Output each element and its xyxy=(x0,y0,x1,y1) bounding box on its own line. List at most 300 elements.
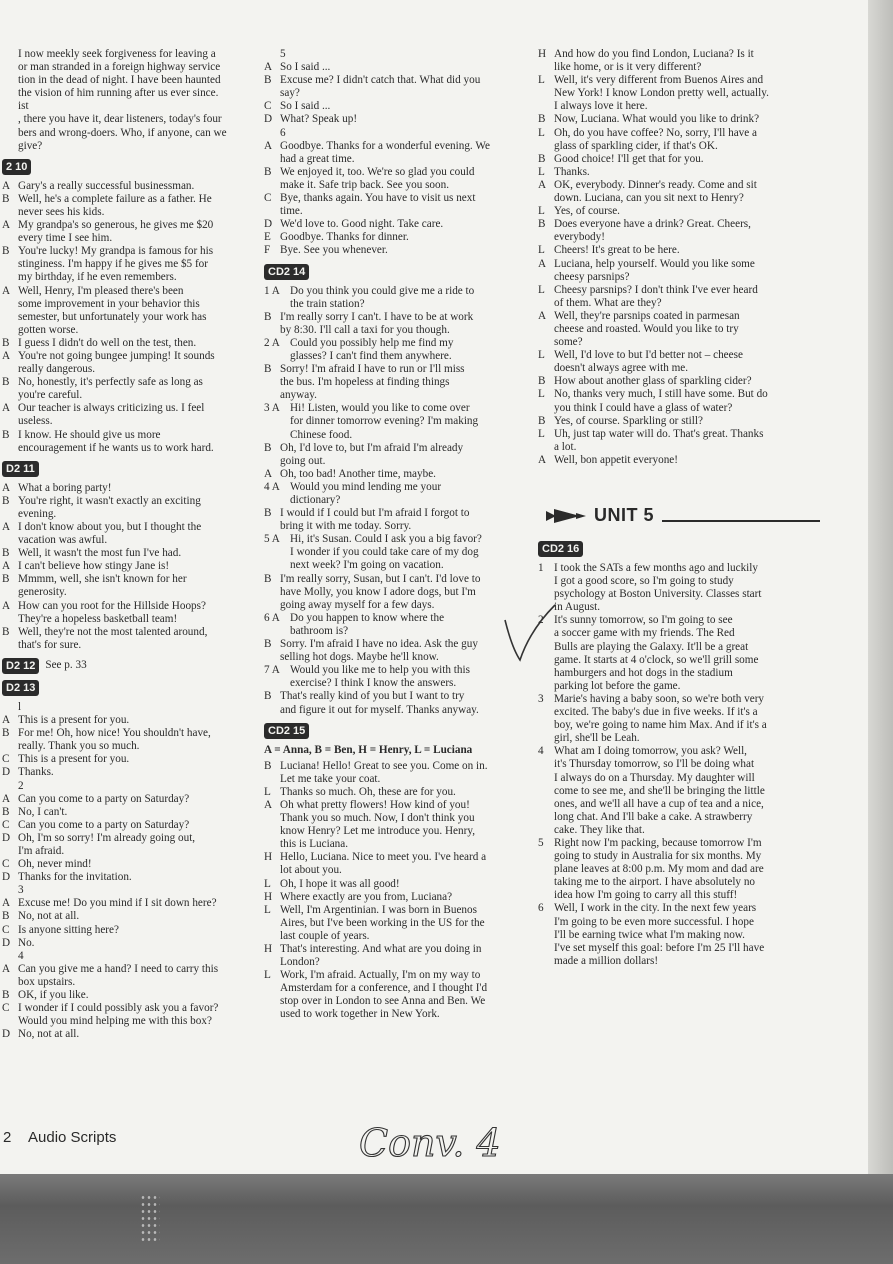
text-line xyxy=(538,454,820,467)
text-line xyxy=(264,363,532,376)
line-text: Would you like me to help you with this xyxy=(290,664,470,677)
line-text: What am I doing tomorrow, you ask? Well, xyxy=(554,745,747,758)
speaker-label: A xyxy=(538,309,547,322)
speaker-label: 6 xyxy=(538,902,544,915)
line-text: last couple of years. xyxy=(280,929,370,942)
speaker-label xyxy=(264,127,280,140)
text-line xyxy=(538,349,820,362)
line-text: We enjoyed it, too. We're so glad you could xyxy=(280,165,475,178)
line-text: Oh, I'd love to, but I'm afraid I'm already xyxy=(280,441,464,454)
text-line xyxy=(264,74,532,87)
script-line xyxy=(538,693,820,745)
line-text: cake. They like that. xyxy=(554,823,645,836)
script-line xyxy=(264,891,532,904)
line-text: Gary's a really successful businessman. xyxy=(18,179,195,192)
line-text: this is Luciana. xyxy=(280,838,349,851)
text-line xyxy=(538,388,820,401)
cd-track-badge: CD2 16 xyxy=(538,541,583,557)
speaker-label xyxy=(264,599,280,612)
text-line xyxy=(538,284,820,297)
text-line xyxy=(2,285,260,298)
speaker-label xyxy=(538,758,554,771)
text-line xyxy=(538,889,820,902)
text-line xyxy=(264,799,532,812)
text-line xyxy=(264,891,532,904)
script-line xyxy=(2,285,260,337)
script-line xyxy=(264,442,532,468)
line-text: We'd love to. Good night. Take care. xyxy=(280,218,444,231)
line-text: plane leaves at 8:00 p.m. My mom and dad are xyxy=(554,863,764,876)
column-right xyxy=(538,48,820,968)
text-line xyxy=(264,982,532,995)
speaker-label: A xyxy=(2,521,11,533)
text-line xyxy=(538,323,820,336)
line-text: I'm really sorry I can't. I have to be at work xyxy=(280,310,474,323)
text-line xyxy=(2,793,260,806)
speaker-label: C xyxy=(264,192,272,205)
line-text: some? xyxy=(554,336,583,349)
line-text: Would you mind helping me with this box? xyxy=(18,1015,212,1028)
script-line xyxy=(538,258,820,284)
line-text: going away myself for a few days. xyxy=(280,598,435,611)
text-line xyxy=(264,690,532,703)
text-line xyxy=(264,166,532,179)
line-text: doesn't always agree with me. xyxy=(554,362,689,375)
text-line xyxy=(264,651,532,664)
text-line xyxy=(538,654,820,667)
script-line xyxy=(2,547,260,560)
track-heading xyxy=(538,541,820,557)
line-text: semester, but unfortunately your work has xyxy=(18,310,207,323)
speaker-label xyxy=(264,179,280,192)
line-text: dictionary? xyxy=(290,494,341,506)
script-line xyxy=(538,902,820,967)
speaker-label: 6 A xyxy=(264,611,280,624)
speaker-label: B xyxy=(2,245,10,258)
line-text: in August. xyxy=(554,601,601,614)
script-line xyxy=(264,74,532,100)
cd-track-badge: CD2 14 xyxy=(264,264,309,280)
text-line xyxy=(2,206,260,219)
text-line xyxy=(2,61,260,74)
speaker-label xyxy=(538,87,554,100)
speaker-label xyxy=(2,61,18,74)
speaker-label: H xyxy=(538,48,547,60)
line-text: I wonder if I could possibly ask you a favor? xyxy=(18,1002,219,1015)
line-text: London? xyxy=(280,956,320,969)
line-text: Hello, Luciana. Nice to meet you. I've heard a xyxy=(280,851,487,864)
script-line xyxy=(264,311,532,337)
line-text: No. xyxy=(18,936,35,949)
line-text: have Molly, you know I adore dogs, but I'm xyxy=(280,585,476,598)
line-text: You're not going bungee jumping! It sounds xyxy=(18,349,215,362)
text-line xyxy=(2,1015,260,1028)
speaker-label xyxy=(538,706,554,719)
line-text: I got a good score, so I'm going to study xyxy=(554,575,734,588)
speaker-label: B xyxy=(264,74,272,87)
script-line xyxy=(2,113,260,152)
line-text: some improvement in your behavior this xyxy=(18,297,200,310)
text-line xyxy=(538,732,820,745)
text-line xyxy=(2,442,260,455)
line-text: Well, they're parsnips coated in parmesan xyxy=(554,309,740,322)
line-text: Where exactly are you from, Luciana? xyxy=(280,890,453,903)
script-line xyxy=(264,904,532,943)
line-text: boy, we're going to name him Max. And if it's a xyxy=(554,719,767,732)
line-text: Oh, do you have coffee? No, sorry, I'll have a xyxy=(554,126,758,139)
script-line xyxy=(2,714,260,727)
line-text: 3 xyxy=(18,884,24,897)
line-text: used to work together in New York. xyxy=(280,1008,440,1021)
line-text: for dinner tomorrow evening? I'm making xyxy=(290,415,479,428)
line-text: and figure it out for myself. Thanks anyway. xyxy=(280,703,479,716)
speaker-label xyxy=(264,956,280,969)
speaker-label xyxy=(538,192,554,205)
speaker-label xyxy=(264,812,280,825)
line-text: the train station? xyxy=(290,297,365,310)
text-line xyxy=(264,533,532,546)
text-line xyxy=(538,271,820,284)
speaker-label xyxy=(538,850,554,863)
line-text: It's sunny tomorrow, so I'm going to see xyxy=(554,614,733,627)
speaker-label: B xyxy=(2,573,10,586)
line-text: Could you possibly help me find my xyxy=(290,336,454,349)
script-line xyxy=(264,113,532,126)
page-edge-shadow xyxy=(868,0,893,1264)
script-line xyxy=(2,950,260,963)
line-text: Well, it's very different from Buenos Aires and xyxy=(554,74,764,87)
script-line xyxy=(264,468,532,481)
script-line xyxy=(264,533,532,572)
line-text: Do you happen to know where the xyxy=(290,611,445,624)
text-line xyxy=(2,350,260,363)
text-line xyxy=(538,441,820,454)
line-text: Oh, I hope it was all good! xyxy=(280,877,400,890)
line-text: I can't believe how stingy Jane is! xyxy=(18,560,170,573)
track-heading xyxy=(2,658,260,674)
text-line xyxy=(2,337,260,350)
column-left xyxy=(2,48,260,1041)
speaker-label xyxy=(264,429,290,442)
text-line xyxy=(264,520,532,533)
script-line xyxy=(538,562,820,614)
script-line xyxy=(264,402,532,441)
text-line xyxy=(2,950,260,963)
speaker-label xyxy=(2,613,18,626)
text-line xyxy=(2,740,260,753)
text-line xyxy=(264,956,532,969)
text-line xyxy=(538,719,820,732)
speaker-label: B xyxy=(2,494,10,507)
speaker-label xyxy=(2,140,18,153)
speaker-label: C xyxy=(2,753,10,766)
text-line xyxy=(2,232,260,245)
speaker-label xyxy=(264,520,280,533)
text-line xyxy=(2,258,260,271)
speaker-label xyxy=(2,701,18,714)
text-line xyxy=(2,701,260,714)
line-text: I'll be earning twice what I'm making now. xyxy=(554,928,745,941)
speaker-label xyxy=(264,153,280,166)
script-line xyxy=(2,600,260,626)
speaker-label: 1 A xyxy=(264,284,280,297)
text-line xyxy=(538,428,820,441)
line-text: that's for sure. xyxy=(18,638,82,651)
speaker-label: 5 xyxy=(538,836,544,849)
line-text: anyway. xyxy=(280,389,317,402)
script-line xyxy=(264,799,532,851)
text-line xyxy=(264,969,532,982)
speaker-label xyxy=(264,376,280,389)
text-line xyxy=(2,87,260,100)
speaker-label: B xyxy=(2,547,10,560)
line-text: Amsterdam for a conference, and I thought I'd xyxy=(280,982,488,995)
line-text: it's Thursday tomorrow, so I'll be doing what xyxy=(554,758,755,771)
script-line xyxy=(2,100,260,113)
line-text: glasses? I can't find them anywhere. xyxy=(290,349,452,362)
text-line xyxy=(264,311,532,324)
script-line xyxy=(2,924,260,937)
script-line xyxy=(264,61,532,74)
speaker-label: A xyxy=(264,798,273,811)
text-line xyxy=(2,324,260,337)
text-line xyxy=(2,193,260,206)
speaker-label: H xyxy=(264,851,273,864)
cd-track-badge: 2 10 xyxy=(2,159,31,175)
speaker-label xyxy=(538,297,554,310)
script-line xyxy=(2,753,260,766)
line-text: Is anyone sitting here? xyxy=(18,923,119,936)
speaker-label xyxy=(264,87,280,100)
text-line xyxy=(538,850,820,863)
text-line xyxy=(538,706,820,719)
speaker-label xyxy=(538,824,554,837)
text-line xyxy=(538,127,820,140)
unit-rule xyxy=(662,520,820,522)
line-text: everybody! xyxy=(554,231,605,244)
text-line xyxy=(264,140,532,153)
text-line xyxy=(538,837,820,850)
text-line xyxy=(538,785,820,798)
speaker-label: D xyxy=(2,766,11,779)
script-line xyxy=(264,100,532,113)
speaker-label xyxy=(2,639,18,652)
line-text: , there you have it, dear listeners, today's four xyxy=(18,113,222,126)
line-text: like home, or is it very different? xyxy=(554,61,702,74)
speaker-label: L xyxy=(264,903,271,916)
speaker-label xyxy=(2,508,18,521)
speaker-label: 3 xyxy=(538,692,544,705)
line-text: made a million dollars! xyxy=(554,954,659,967)
speaker-label xyxy=(538,323,554,336)
text-line xyxy=(264,61,532,74)
line-text: Do you think you could give me a ride to xyxy=(290,284,475,297)
line-text: know Henry? Let me introduce you. Henry, xyxy=(280,825,475,838)
line-text: Marie's having a baby soon, so we're both very xyxy=(554,692,765,705)
line-text: I know. He should give us more xyxy=(18,428,161,441)
script-line xyxy=(2,819,260,832)
speaker-label: L xyxy=(538,205,545,218)
cd-track-badge: CD2 15 xyxy=(264,723,309,739)
text-line xyxy=(538,902,820,915)
line-text: selling hot dogs. Maybe he'll know. xyxy=(280,651,439,664)
speaker-label: B xyxy=(2,428,10,441)
speaker-label: A xyxy=(2,219,11,232)
speaker-label xyxy=(264,1008,280,1021)
line-text: psychology at Boston University. Classes start xyxy=(554,588,762,601)
script-line xyxy=(538,349,820,375)
text-line xyxy=(264,878,532,891)
text-line xyxy=(2,389,260,402)
line-text: Well, they're not the most talented around, xyxy=(18,625,208,638)
speaker-label xyxy=(538,929,554,942)
text-line xyxy=(264,298,532,311)
line-text: I wonder if you could take care of my dog xyxy=(290,546,479,559)
script-line xyxy=(2,1028,260,1041)
speaker-label xyxy=(538,140,554,153)
line-text: excited. The baby's due in five weeks. If it's a xyxy=(554,706,758,719)
text-line xyxy=(264,153,532,166)
speaker-label: L xyxy=(538,74,545,87)
text-line xyxy=(2,547,260,560)
speaker-label xyxy=(264,625,290,638)
speaker-label: L xyxy=(264,877,271,890)
speaker-label: B xyxy=(2,192,10,205)
script-line xyxy=(2,180,260,193)
script-line xyxy=(538,614,820,693)
line-text: OK, if you like. xyxy=(18,989,89,1001)
speaker-label: B xyxy=(264,441,272,454)
line-text: That's really kind of you but I want to try xyxy=(280,690,465,703)
text-line xyxy=(2,560,260,573)
script-line xyxy=(538,244,820,257)
text-line xyxy=(2,780,260,793)
speaker-label: B xyxy=(264,165,272,178)
speaker-label: D xyxy=(264,218,273,231)
text-line xyxy=(264,851,532,864)
text-line xyxy=(538,929,820,942)
speaker-label xyxy=(264,350,290,363)
line-text: bathroom is? xyxy=(290,624,349,637)
speaker-label xyxy=(538,61,554,74)
text-line xyxy=(538,588,820,601)
line-text: long chat. And I'll bake a cake. A strawberry xyxy=(554,810,753,823)
text-line xyxy=(538,336,820,349)
handwritten-check-mark xyxy=(500,600,560,670)
speaker-label: A xyxy=(2,897,11,910)
script-line xyxy=(538,745,820,837)
script-line xyxy=(264,507,532,533)
line-text: Sorry! I'm afraid I have to run or I'll miss xyxy=(280,363,465,376)
script-line xyxy=(2,573,260,599)
text-line xyxy=(2,311,260,324)
script-line xyxy=(264,851,532,877)
line-text: tion in the dead of night. I have been haunted xyxy=(18,74,221,87)
line-text: I always do on a Thursday. My daughter will xyxy=(554,771,755,784)
line-text: cheesy parsnips? xyxy=(554,270,630,283)
line-text: vacation was awful. xyxy=(18,534,108,547)
speaker-label xyxy=(2,311,18,324)
text-line xyxy=(2,376,260,389)
speaker-label: C xyxy=(2,923,10,936)
speaker-label xyxy=(538,575,554,588)
text-line xyxy=(264,376,532,389)
text-line xyxy=(538,74,820,87)
text-line xyxy=(538,824,820,837)
speaker-label: D xyxy=(264,113,273,126)
speaker-label xyxy=(538,889,554,902)
line-text: Mmmm, well, she isn't known for her xyxy=(18,573,187,586)
track-heading xyxy=(264,264,532,280)
line-text: 5 xyxy=(280,48,286,60)
line-text: or man stranded in a foreign highway service xyxy=(18,61,221,74)
speaker-label xyxy=(2,258,18,271)
line-text: I now meekly seek forgiveness for leaving a xyxy=(18,48,216,60)
line-text: make it. Safe trip back. See you soon. xyxy=(280,178,450,191)
line-text: Let me take your coat. xyxy=(280,772,381,785)
text-line xyxy=(264,481,532,494)
text-line xyxy=(2,897,260,910)
line-text: Oh what pretty flowers! How kind of you! xyxy=(280,798,470,811)
line-text: encouragement if he wants us to work hard. xyxy=(18,441,214,454)
script-line xyxy=(2,910,260,923)
line-text: Yes, of course. Sparkling or still? xyxy=(554,414,703,427)
script-line xyxy=(538,415,820,428)
speaker-label: H xyxy=(264,890,273,903)
text-line xyxy=(2,963,260,976)
text-line xyxy=(538,218,820,231)
line-text: Cheers! It's great to be here. xyxy=(554,244,680,257)
text-line xyxy=(264,205,532,218)
speaker-label: L xyxy=(538,349,545,362)
speaker-label: A xyxy=(2,792,11,805)
line-text: the vision of him running after us ever since. xyxy=(18,87,219,100)
line-text: Does everyone have a drink? Great. Cheers, xyxy=(554,218,751,231)
speaker-label: B xyxy=(538,152,546,165)
speaker-label: B xyxy=(2,376,10,389)
speaker-label: B xyxy=(538,414,546,427)
speaker-label: L xyxy=(538,388,545,401)
line-text: a lot. xyxy=(554,440,577,453)
speaker-label xyxy=(538,441,554,454)
text-line xyxy=(264,917,532,930)
text-line xyxy=(264,904,532,917)
speaker-label: A xyxy=(2,179,11,192)
text-line xyxy=(538,205,820,218)
line-text: every time I see him. xyxy=(18,232,113,245)
line-text: I've set myself this goal: before I'm 25 I'll have xyxy=(554,941,765,954)
line-text: you're careful. xyxy=(18,389,83,402)
text-line xyxy=(2,363,260,376)
speaker-label xyxy=(2,232,18,245)
speaker-label xyxy=(2,534,18,547)
speaker-label xyxy=(2,780,18,793)
handwritten-note xyxy=(355,1112,535,1172)
speaker-label: A xyxy=(264,61,273,74)
text-line xyxy=(264,507,532,520)
speaker-label: L xyxy=(538,283,545,296)
script-line xyxy=(2,337,260,350)
text-line xyxy=(538,641,820,654)
line-text: Oh, too bad! Another time, maybe. xyxy=(280,467,436,480)
script-line xyxy=(538,48,820,74)
text-line xyxy=(264,559,532,572)
line-text: Our teacher is always criticizing us. I feel xyxy=(18,402,205,415)
script-line xyxy=(2,871,260,884)
line-text: Luciana, help yourself. Would you like some xyxy=(554,257,755,270)
line-text: No, not at all. xyxy=(18,910,80,923)
line-text: Thanks for the invitation. xyxy=(18,871,132,884)
